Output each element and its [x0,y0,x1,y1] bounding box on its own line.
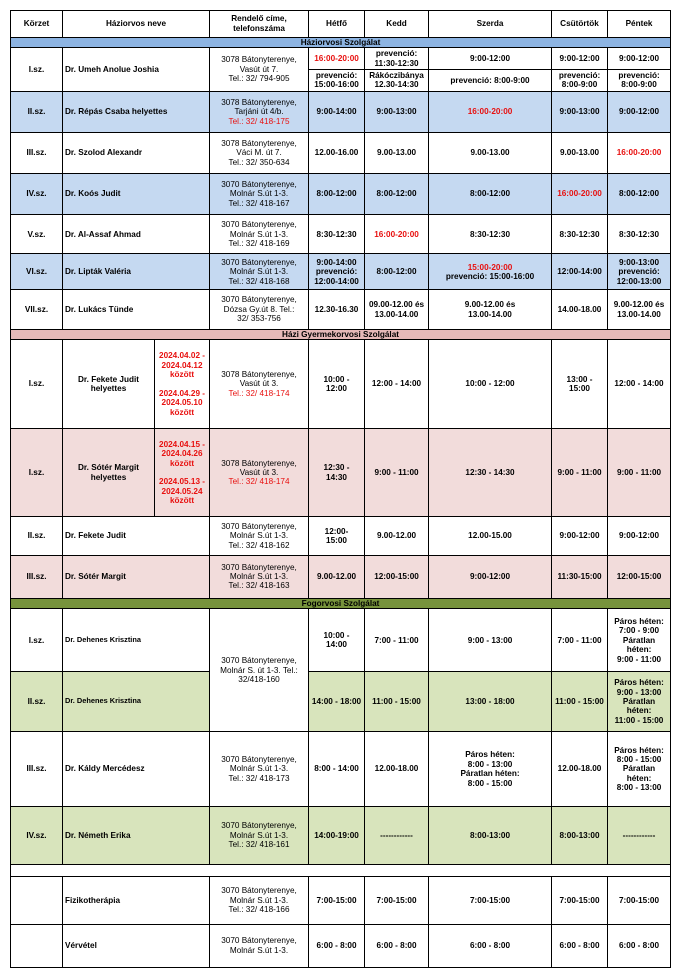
doctor-name: Dr. Sótér Margit [63,555,210,598]
header-korzet: Körzet [11,11,63,38]
hours-csutortok: 8:00-13:00 [552,807,608,865]
hours-csutortok: 12.00-18.00 [552,732,608,807]
address-tel: Tel.: 32/ 418-167 [228,198,290,208]
hazi-row-6 [11,254,671,290]
hours-pentek: Páros héten: 7:00 - 9:00 Páratlan héten: 9:00 - 11:00 [608,609,671,672]
doctor-name: Dr. Dehenes Krisztina [63,609,210,672]
hours-kedd: 16:00-20:00 [365,215,429,254]
address-main: 3078 Bátonyterenye, Vasút út 3. [221,369,297,389]
date-range-2: 2024.05.13 - 2024.05.24 között [159,477,205,506]
gyermek-row-3 [11,517,671,555]
address-main: 3078 Bátonyterenye, Tarjáni út 4/b. [221,97,297,117]
hours-pentek: ------------ [608,807,671,865]
korzet-cell-empty [11,924,63,967]
hours-pentek: Páros héten: 8:00 - 15:00 Páratlan héten: 8:00 - 13:00 [608,732,671,807]
section-hazi [11,37,671,48]
hours-kedd: 8:00-12:00 [365,254,429,290]
header-csutortok: Csütörtök [552,11,608,38]
hours-hetfo: 16:00-20:00 [309,48,365,70]
hours-csutortok: 9:00-13:00 [552,91,608,132]
hours-csutortok: 11:00 - 15:00 [552,672,608,732]
hours-szerda: 8:30-12:30 [429,215,552,254]
hours-pentek: 6:00 - 8:00 [608,924,671,967]
substitution-dates [155,428,210,517]
hours-hetfo: 10:00 - 14:00 [309,609,365,672]
schedule-table [10,10,671,968]
hours-pentek: 9:00-12:00 [608,48,671,70]
gyermek-row-2 [11,428,671,517]
korzet-cell: I.sz. [11,428,63,517]
hours-szerda-prevencio: prevenció: 15:00-16:00 [445,271,535,281]
hours-kedd: 9:00 - 11:00 [365,428,429,517]
hours-szerda: 9:00 - 13:00 [429,609,552,672]
hours-szerda [429,254,552,290]
section-title-hazi: Háziorvosi Szolgálat [11,37,671,48]
header-row [11,11,671,38]
doctor-name: Dr. Lukács Tünde [63,290,210,329]
korzet-cell: I.sz. [11,48,63,91]
hours-kedd: 9.00-12.00 [365,517,429,555]
hours-hetfo-prevencio: prevenció: 15:00-16:00 [309,70,365,92]
doctor-name: Dr. Fekete Judit [63,517,210,555]
hours-szerda: 9.00-13.00 [429,132,552,173]
address-cell [210,91,309,132]
address-cell: 3070 Bátonyterenye, Molnár S.út 1-3. Tel.: 32/ 418-162 [210,517,309,555]
hours-hetfo: 8:00 - 14:00 [309,732,365,807]
hours-pentek: 9:00 - 11:00 [608,428,671,517]
hours-szerda: Páros héten: 8:00 - 13:00 Páratlan héten: 8:00 - 15:00 [429,732,552,807]
korzet-cell: IV.sz. [11,807,63,865]
hours-csutortok: 9:00-12:00 [552,48,608,70]
hours-pentek: 12:00 - 14:00 [608,340,671,429]
hours-hetfo: 9:00-14:00 prevenció: 12:00-14:00 [309,254,365,290]
hours-hetfo: 9.00-12.00 [309,555,365,598]
hours-pentek: 9.00-12.00 és 13.00-14.00 [608,290,671,329]
hours-csutortok: 9:00-12:00 [552,517,608,555]
hours-csutortok: 11:30-15:00 [552,555,608,598]
hours-csutortok: 6:00 - 8:00 [552,924,608,967]
address-cell [210,48,309,91]
address-cell [210,340,309,429]
address-cell: 3070 Bátonyterenye, Molnár S.út 1-3. Tel.: 32/ 418-166 [210,877,309,924]
address-cell [210,132,309,173]
hours-szerda: 12:30 - 14:30 [429,428,552,517]
doctor-name: Dr. Sótér Margit helyettes [63,428,155,517]
hours-kedd: 8:00-12:00 [365,174,429,215]
address-cell [210,215,309,254]
hours-szerda: 6:00 - 8:00 [429,924,552,967]
hazi-row-2 [11,91,671,132]
korzet-cell: II.sz. [11,517,63,555]
hours-pentek: 16:00-20:00 [608,132,671,173]
date-range-1: 2024.04.15 - 2024.04.26 között [159,439,205,468]
address-cell [210,174,309,215]
hours-csutortok: 7:00-15:00 [552,877,608,924]
address-cell [210,428,309,517]
hours-hetfo: 10:00 - 12:00 [309,340,365,429]
korzet-cell: II.sz. [11,91,63,132]
hours-hetfo: 7:00-15:00 [309,877,365,924]
header-pentek: Péntek [608,11,671,38]
korzet-cell: IV.sz. [11,174,63,215]
address-main: 3070 Bátonyterenye, Molnár S.út 1-3. [221,180,297,199]
address-cell: 3070 Bátonyterenye, Molnár S.út 1-3. [210,924,309,967]
korzet-cell: V.sz. [11,215,63,254]
hours-hetfo: 8:30-12:30 [309,215,365,254]
hours-kedd: prevenció: 11:30-12:30 [365,48,429,70]
korzet-cell: VII.sz. [11,290,63,329]
hours-kedd-rakoczibanya: Rákóczibánya 12.30-14:30 [365,70,429,92]
hazi-row-3 [11,132,671,173]
hours-csutortok: 7:00 - 11:00 [552,609,608,672]
hours-csutortok: 12:00-14:00 [552,254,608,290]
address-main: 3078 Bátonyterenye, Váci M. út 7. [221,138,297,158]
hours-csutortok: 14.00-18.00 [552,290,608,329]
hours-hetfo: 12:30 - 14:30 [309,428,365,517]
hours-pentek: 9:00-12:00 [608,91,671,132]
substitution-dates [155,340,210,429]
hours-hetfo: 12:00- 15:00 [309,517,365,555]
address-main: 3078 Bátonyterenye, Vasút út 7. [221,55,297,74]
hazi-row-1a [11,48,671,70]
doctor-name: Dr. Répás Csaba helyettes [63,91,210,132]
address-main: 3078 Bátonyterenye, Vasút út 3. [221,458,297,477]
hours-kedd: 9:00-13:00 [365,91,429,132]
hours-kedd: 12:00-15:00 [365,555,429,598]
hours-pentek: 9:00-12:00 [608,517,671,555]
spacer-cell [11,864,671,876]
hours-hetfo: 14:00 - 18:00 [309,672,365,732]
doctor-name: Dr. Németh Erika [63,807,210,865]
address-cell: 3070 Bátonyterenye, Dózsa Gy.út 8. Tel.: 32/ 353-756 [210,290,309,329]
header-hetfo: Hétfő [309,11,365,38]
doctor-name: Dr. Dehenes Krisztina [63,672,210,732]
hours-kedd: 09.00-12.00 és 13.00-14.00 [365,290,429,329]
section-title-fog: Fogorvosi Szolgálat [11,598,671,609]
hours-kedd: 7:00 - 11:00 [365,609,429,672]
header-name: Háziorvos neve [63,11,210,38]
doctor-name: Dr. Káldy Mercédesz [63,732,210,807]
spacer-row [11,864,671,876]
fog-row-1 [11,609,671,672]
date-range-2: 2024.04.29 - 2024.05.10 között [159,388,205,417]
hours-pentek: 7:00-15:00 [608,877,671,924]
hours-kedd: 9.00-13.00 [365,132,429,173]
hours-csutortok-prevencio: prevenció: 8:00-9:00 [552,70,608,92]
hours-pentek: 8:30-12:30 [608,215,671,254]
header-address: Rendelő címe, telefonszáma [210,11,309,38]
hours-szerda-main: 15:00-20:00 [467,262,513,272]
hours-szerda: 8:00-13:00 [429,807,552,865]
hours-kedd: 11:00 - 15:00 [365,672,429,732]
address-tel: Tel.: 32/ 794-905 [228,74,290,84]
address-cell-shared: 3070 Bátonyterenye, Molnár S. út 1-3. Tel.: 32/418-160 [210,609,309,732]
korzet-cell: III.sz. [11,732,63,807]
korzet-cell: VI.sz. [11,254,63,290]
hours-csutortok: 16:00-20:00 [552,174,608,215]
doctor-name: Dr. Umeh Anolue Joshia [63,48,210,91]
hours-pentek: 8:00-12:00 [608,174,671,215]
korzet-cell: I.sz. [11,340,63,429]
section-fog [11,598,671,609]
hours-szerda: 12.00-15.00 [429,517,552,555]
hours-hetfo: 9:00-14:00 [309,91,365,132]
address-cell [210,254,309,290]
hours-kedd: 7:00-15:00 [365,877,429,924]
service-name: Vérvétel [63,924,210,967]
hours-szerda: 16:00-20:00 [429,91,552,132]
hours-csutortok: 8:30-12:30 [552,215,608,254]
address-tel: Tel.: 32/ 418-175 [228,116,290,126]
korzet-cell: II.sz. [11,672,63,732]
hours-szerda: 9:00-12:00 [429,555,552,598]
hazi-row-5 [11,215,671,254]
address-tel: Tel.: 32/ 350-634 [228,157,290,167]
fog-row-4 [11,807,671,865]
korzet-cell: III.sz. [11,132,63,173]
hours-pentek-prevencio: prevenció: 8:00-9:00 [608,70,671,92]
hazi-row-4 [11,174,671,215]
header-szerda: Szerda [429,11,552,38]
doctor-name: Dr. Fekete Judit helyettes [63,340,155,429]
address-tel: Tel.: 32/ 418-174 [228,477,290,487]
section-gyermek [11,329,671,340]
hours-szerda-prevencio: prevenció: 8:00-9:00 [429,70,552,92]
address-tel: Tel.: 32/ 418-169 [228,239,290,249]
hours-szerda: 9.00-12.00 és 13.00-14.00 [429,290,552,329]
address-cell: 3070 Bátonyterenye, Molnár S.út 1-3. Tel.: 32/ 418-163 [210,555,309,598]
hours-csutortok: 9.00-13.00 [552,132,608,173]
address-main: 3070 Bátonyterenye, Molnár S.út 1-3. [221,220,297,239]
gyermek-row-1 [11,340,671,429]
doctor-name: Dr. Koós Judit [63,174,210,215]
gyermek-row-4 [11,555,671,598]
hours-szerda: 13:00 - 18:00 [429,672,552,732]
other-row-fizikoterapia [11,877,671,924]
doctor-name: Dr. Szolod Alexandr [63,132,210,173]
doctor-name: Dr. Al-Assaf Ahmad [63,215,210,254]
header-kedd: Kedd [365,11,429,38]
hazi-row-7 [11,290,671,329]
korzet-cell-empty [11,877,63,924]
korzet-cell: I.sz. [11,609,63,672]
doctor-name: Dr. Lipták Valéria [63,254,210,290]
address-cell: 3070 Bátonyterenye, Molnár S.út 1-3. Tel.: 32/ 418-161 [210,807,309,865]
date-range-1: 2024.04.02 - 2024.04.12 között [159,351,205,379]
hours-hetfo: 12.00-16.00 [309,132,365,173]
address-tel: Tel.: 32/ 418-174 [228,388,290,398]
hours-kedd: ------------ [365,807,429,865]
address-cell: 3070 Bátonyterenye, Molnár S.út 1-3. Tel.: 32/ 418-173 [210,732,309,807]
hours-kedd: 12:00 - 14:00 [365,340,429,429]
korzet-cell: III.sz. [11,555,63,598]
hours-szerda: 7:00-15:00 [429,877,552,924]
hours-szerda: 8:00-12:00 [429,174,552,215]
hours-kedd: 12.00-18.00 [365,732,429,807]
address-tel: Tel.: 32/ 418-168 [228,276,290,286]
hours-hetfo: 14:00-19:00 [309,807,365,865]
hours-pentek: Páros héten: 9:00 - 13:00 Páratlan héten: 11:00 - 15:00 [608,672,671,732]
hours-pentek: 12:00-15:00 [608,555,671,598]
hours-csutortok: 9:00 - 11:00 [552,428,608,517]
hours-pentek: 9:00-13:00 prevenció: 12:00-13:00 [608,254,671,290]
hours-szerda: 9:00-12:00 [429,48,552,70]
other-row-vervetel [11,924,671,967]
service-name: Fizikotherápia [63,877,210,924]
hours-hetfo: 6:00 - 8:00 [309,924,365,967]
hours-csutortok: 13:00 - 15:00 [552,340,608,429]
address-main: 3070 Bátonyterenye, Molnár S.út 1-3. [221,257,297,277]
fog-row-3 [11,732,671,807]
hours-hetfo: 12.30-16.30 [309,290,365,329]
hours-kedd: 6:00 - 8:00 [365,924,429,967]
hours-hetfo: 8:00-12:00 [309,174,365,215]
section-title-gyermek: Házi Gyermekorvosi Szolgálat [11,329,671,340]
hours-szerda: 10:00 - 12:00 [429,340,552,429]
fog-row-2 [11,672,671,732]
